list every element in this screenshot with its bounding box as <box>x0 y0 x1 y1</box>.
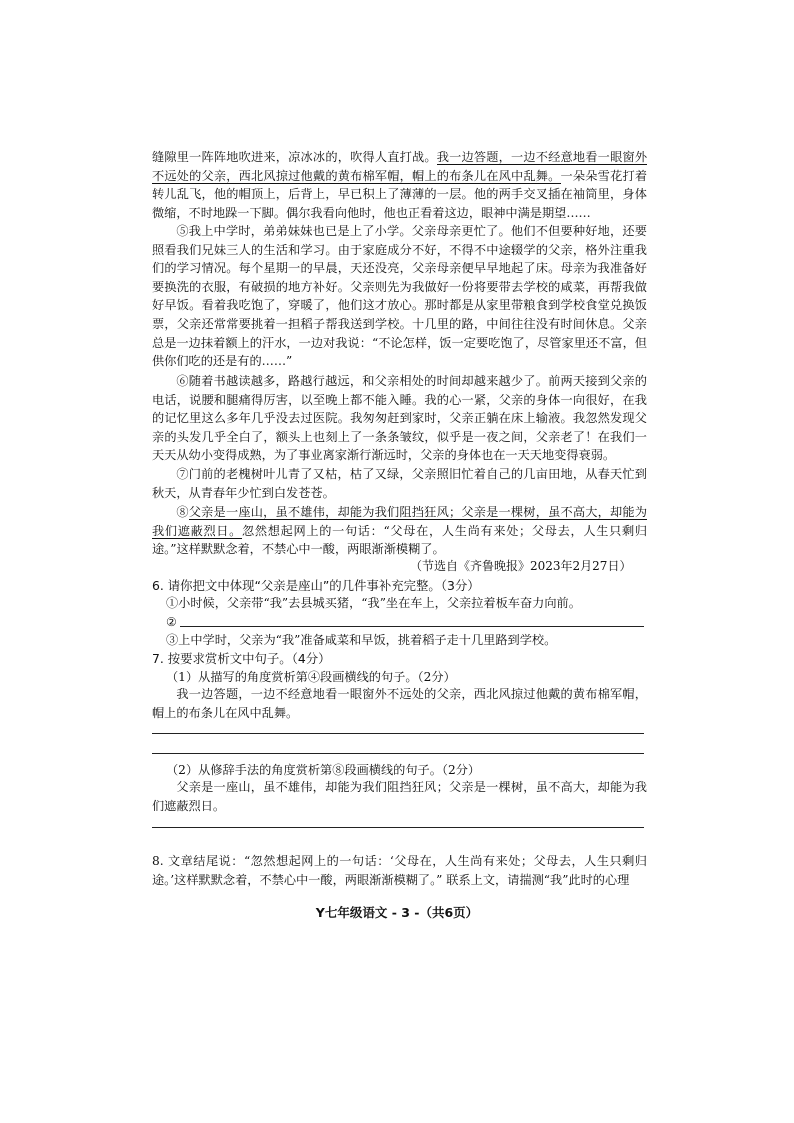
source-citation: （节选自《齐鲁晚报》2023年2月27日） <box>410 559 632 573</box>
p8-number: ⑧ <box>176 505 189 519</box>
question-7-part-1-quote: 我一边答题，一边不经意地看一眼窗外不远处的父亲，西北风掠过他戴的黄布棉军帽，帽上的布条儿在风中乱舞。 <box>152 687 647 720</box>
passage-paragraph-8 <box>152 503 647 559</box>
p8-underlined-sentence: 父亲是一座山，虽不雄伟，却能为我们阻挡狂风；父亲是一棵树，虽不高大，却能为我们遮蔽烈日。 <box>152 505 648 538</box>
question-6: 6. 请你把文中体现“父亲是座山”的几件事补充完整。（3分） <box>152 578 480 593</box>
question-8: 8. 文章结尾说：“忽然想起网上的一句话：‘父母在，人生尚有来处；父母去，人生只剩归途。’这样默默念着，不禁心中一酸，两眼渐渐模糊了。” 联系上文，请揣测“我”此时的心理 <box>152 854 647 887</box>
passage-paragraph-5: ⑤我上中学时，弟弟妹妹也已是上了小学。父亲母亲更忙了。他们不但要种好地，还要照看我们兄妹三人的生活和学习。由于家庭成分不好，不得不中途辍学的父亲，格外注重我们的学习情况。每个星期一的早晨，天还没亮，父亲母亲便早早地起了床。母亲为我准备好要换洗的衣服，有破损的地方补好。父亲则先为我做好一份将要带去学校的咸菜，再帮我做好早饭。看着我吃饱了，穿暖了，他们这才放心。那时都是从家里带粮食到学校食堂兑换饭票，父亲还常常要挑着一担稻子帮我送到学校。十几里的路，中间往往没有时间休息。父亲总是一边抹着额上的汗水，一边对我说：“不论怎样，饭一定要吃饱了，尽管家里还不富，但供你们吃的还是有的……” <box>152 224 647 369</box>
answer-line-7-1a[interactable] <box>152 733 644 734</box>
question-7-part-2-quote: 父亲是一座山，虽不雄伟，却能为我们阻挡狂风；父亲是一棵树，虽不高大，却能为我们遮蔽烈日。 <box>152 780 647 813</box>
question-6-item-2: ② <box>166 615 177 629</box>
question-7-part-2: （2）从修辞手法的角度赏析第⑧段画横线的句子。（2分） <box>166 763 481 777</box>
passage-paragraph-7: ⑦门前的老槐树叶儿青了又枯，枯了又绿，父亲照旧忙着自己的几亩田地，从春天忙到秋天，从青春年少忙到白发苍苍。 <box>152 467 647 500</box>
question-7: 7. 按要求赏析文中句子。（4分） <box>152 651 331 666</box>
answer-line-6-2[interactable] <box>180 626 644 627</box>
question-7-part-1: （1）从描写的角度赏析第④段画横线的句子。（2分） <box>166 670 456 684</box>
passage-paragraph-4 <box>152 148 647 222</box>
question-6-item-3: ③上中学时，父亲为“我”准备咸菜和早饭，挑着稻子走十几里路到学校。 <box>166 633 557 647</box>
p8-end: 忽然想起网上的一句话：“父母在，人生尚有来处；父母去，人生只剩归途。”这样默默念着，不禁心中一酸，两眼渐渐模糊了。 <box>152 523 648 557</box>
p4-start: 缝隙里一阵阵地吹进来，凉冰冰的，吹得人直打战。 <box>152 150 437 164</box>
p4-end: 一朵朵雪花打着转儿乱飞，他的帽顶上，后背上，早已积上了薄薄的一层。他的两手交叉插在袖筒里，身体微缩，不时地跺一下脚。偶尔我看向他时，他也正看着这边，眼神中满是期望…… <box>152 168 648 220</box>
answer-line-7-1b[interactable] <box>152 753 644 754</box>
page-footer: Y七年级语文 - 3 -（共6页） <box>315 905 479 920</box>
passage-paragraph-6: ⑥随着书越读越多，路越行越远，和父亲相处的时间却越来越少了。前两天接到父亲的电话，说腰和腿痛得厉害，以至晚上都不能入睡。我的心一紧，父亲的身体一向很好，在我的记忆里这么多年几乎没去过医院。我匆匆赶到家时，父亲正躺在床上输液。我忽然发现父亲的头发几乎全白了，额头上也刻上了一条条皱纹，似乎是一夜之间，父亲老了！在我们一天天从幼小变得成熟，为了事业离家渐行渐远时，父亲的身体也在一天天地变得衰弱。 <box>152 374 647 463</box>
answer-line-7-2[interactable] <box>152 827 644 828</box>
question-6-item-1: ①小时候，父亲带“我”去县城买猪，“我”坐在车上，父亲拉着板车奋力向前。 <box>166 596 581 610</box>
p4-underlined-sentence: 我一边答题，一边不经意地看一眼窗外不远处的父亲，西北风掠过他戴的黄布棉军帽，帽上的布条儿在风中乱舞。 <box>152 150 648 183</box>
